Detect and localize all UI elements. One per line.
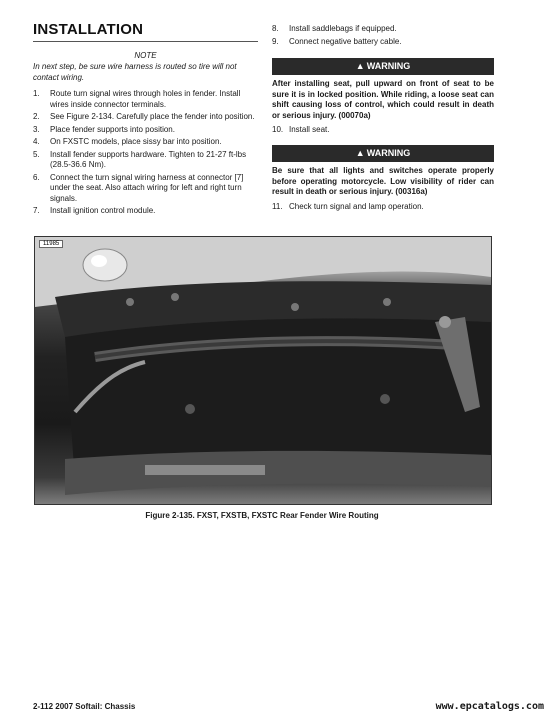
steps-list-right <box>272 24 497 49</box>
step-text: On FXSTC models, place sissy bar into position. <box>50 137 222 146</box>
step-text: Install saddlebags if equipped. <box>289 24 397 33</box>
page-footer: 2-112 2007 Softail: Chassis <box>33 702 136 711</box>
step-text: Place fender supports into position. <box>50 124 175 134</box>
step-item <box>33 173 258 205</box>
step-text: Connect the turn signal wiring harness at connector [7] under the seat. Also attach wiring for left and right turn signals. <box>50 172 244 203</box>
step-item <box>33 150 258 171</box>
warning-text: Be sure that all lights and switches operate properly before operating motorcycle. Low visibility of rider can result in death or serious injury. (00316a) <box>272 166 494 196</box>
steps-list-left <box>33 89 258 219</box>
step-text: Connect negative battery cable. <box>289 36 402 46</box>
warning-label: WARNING <box>366 61 411 71</box>
fender-photo-illustration <box>35 237 491 504</box>
step-text: See Figure 2-134. Carefully place the fender into position. <box>50 112 255 121</box>
step-text: Install fender supports hardware. Tighten to 21-27 ft-lbs (28.5-36.6 Nm). <box>50 149 247 169</box>
figure-photo <box>34 236 492 505</box>
step-item <box>272 125 494 136</box>
warning-banner <box>272 58 494 75</box>
title-divider <box>33 41 258 42</box>
step-item <box>272 37 497 48</box>
figure-id: 11985 <box>39 240 63 248</box>
step-number: 11. <box>272 202 283 211</box>
warning-text: After installing seat, pull upward on front of seat to be sure it is in locked position. While riding, a loose seat can shift causing loss of control, which could result in death or serious injury. (00070a) <box>272 79 494 120</box>
section-title: INSTALLATION <box>33 21 144 38</box>
step-item <box>33 137 258 148</box>
warning-label: WARNING <box>366 148 411 158</box>
note-heading: NOTE <box>134 51 157 60</box>
step-text: Install seat. <box>289 125 330 134</box>
step-number: 2. <box>33 112 40 121</box>
step-item <box>33 125 258 136</box>
step-item <box>33 206 258 217</box>
warning-triangle-icon: ▲ <box>355 148 365 158</box>
warning-triangle-icon: ▲ <box>355 61 365 71</box>
step-text: Route turn signal wires through holes in fender. Install wires inside connector terminals. <box>50 89 241 109</box>
figure-caption: Figure 2-135. FXST, FXSTB, FXSTC Rear Fender Wire Routing <box>145 511 379 520</box>
step-number: 8. <box>272 24 279 33</box>
step-text: Install ignition control module. <box>50 206 156 215</box>
step-item <box>33 89 258 110</box>
step-number: 10. <box>272 125 284 134</box>
step-item <box>272 24 497 35</box>
step-number: 5. <box>33 149 40 159</box>
step-text: Check turn signal and lamp operation. <box>289 202 424 211</box>
step-number: 1. <box>33 89 40 98</box>
step-number: 6. <box>33 172 40 182</box>
step-number: 7. <box>33 206 40 215</box>
step-item <box>272 202 494 213</box>
watermark: www.epcatalogs.com <box>435 701 544 712</box>
note-text: In next step, be sure wire harness is routed so tire will not contact wiring. <box>33 62 237 82</box>
step-number: 3. <box>33 124 40 134</box>
step-number: 9. <box>272 36 279 46</box>
step-item <box>33 112 258 123</box>
warning-banner <box>272 145 494 162</box>
step-number: 4. <box>33 137 40 146</box>
